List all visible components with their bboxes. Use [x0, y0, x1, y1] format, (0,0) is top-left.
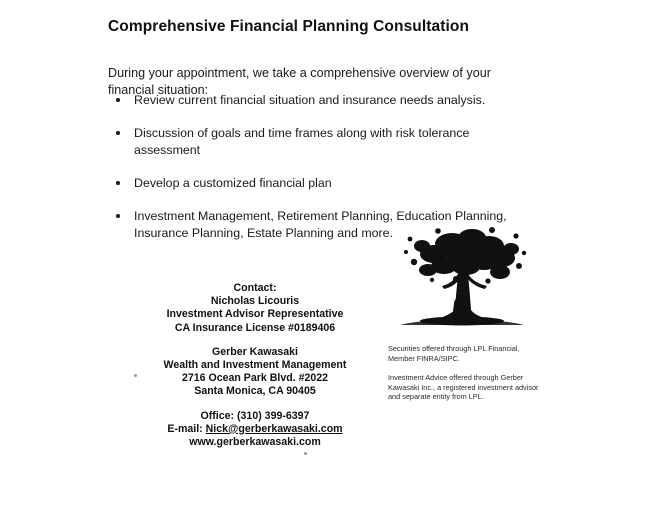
list-item	[108, 92, 528, 109]
list-item-text: Investment Management, Retirement Planning, Education Planning, Insurance Planning, Estate Planning and more.	[134, 209, 507, 240]
contact-firm-division: Wealth and Investment Management	[163, 359, 347, 372]
contact-firm: Gerber Kawasaki	[212, 345, 298, 358]
disclosure-block	[388, 344, 548, 402]
contact-email-row	[140, 423, 370, 436]
scan-speck	[134, 374, 137, 377]
page-title: Comprehensive Financial Planning Consultation	[108, 18, 470, 36]
list-item-text: Review current financial situation and insurance needs analysis.	[134, 93, 486, 107]
bullet-dot-icon	[116, 131, 120, 135]
contact-address-line2: Santa Monica, CA 90405	[194, 385, 316, 398]
disclosure-paragraph-1: Securities offered through LPL Financial, Member FINRA/SIPC.	[388, 344, 520, 363]
list-item	[108, 125, 528, 159]
contact-email-link[interactable]: Nick@gerberkawasaki.com	[205, 422, 343, 435]
contact-office-phone: Office: (310) 399-6397	[200, 409, 310, 422]
bullet-dot-icon	[116, 214, 120, 218]
bullet-dot-icon	[116, 98, 120, 102]
contact-license: CA Insurance License #0189406	[174, 321, 336, 334]
contact-website[interactable]: www.gerberkawasaki.com	[189, 436, 321, 449]
list-item	[108, 175, 528, 192]
contact-channels-group	[140, 410, 370, 450]
tree-with-seated-figure-illustration	[392, 222, 532, 344]
contact-person-group	[140, 282, 370, 335]
contact-firm-group	[140, 346, 370, 399]
contact-name: Nicholas Licouris	[210, 295, 300, 308]
contact-block	[140, 282, 370, 449]
intro-paragraph: During your appointment, we take a comprehensive overview of your financial situation:	[108, 65, 491, 97]
scan-speck	[304, 452, 307, 455]
contact-heading: Contact:	[233, 282, 277, 294]
list-item-text: Discussion of goals and time frames along with risk tolerance assessment	[134, 126, 470, 157]
list-item-text: Develop a customized financial plan	[134, 176, 332, 190]
contact-role: Investment Advisor Representative	[166, 308, 344, 321]
disclosure-paragraph-2: Investment Advice offered through Gerber Kawasaki Inc., a registered investment advisor and separate entity from LPL.	[388, 373, 539, 402]
contact-email-label: E-mail:	[167, 422, 203, 435]
bullet-dot-icon	[116, 181, 120, 185]
contact-address-line1: 2716 Ocean Park Blvd. #2022	[181, 372, 329, 385]
